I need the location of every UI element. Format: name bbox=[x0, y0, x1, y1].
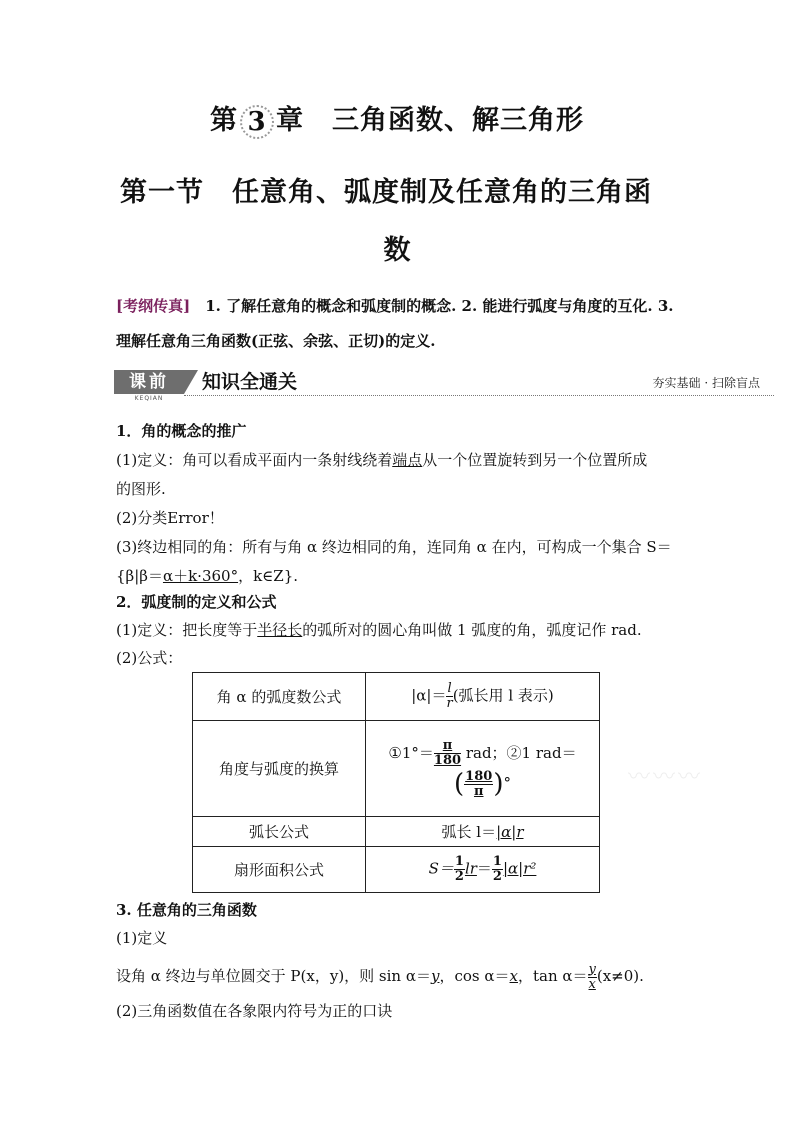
r2-num2: 180 bbox=[465, 768, 493, 784]
fraction bbox=[464, 770, 493, 799]
chapter-title bbox=[0, 98, 794, 139]
r1-den: r bbox=[446, 696, 453, 711]
r2-line1 bbox=[366, 738, 599, 769]
outline-text1: 1. 了解任意角的概念和弧度制的概念. 2. 能进行弧度与角度的互化. 3. bbox=[205, 297, 674, 315]
r4-n2: 1 bbox=[492, 854, 502, 869]
table-row bbox=[193, 847, 600, 893]
table-cell-label: 弧长公式 bbox=[193, 817, 366, 847]
table-cell-label: 角 α 的弧度数公式 bbox=[193, 673, 366, 721]
s1-coterm-b: {β|β＝ bbox=[116, 567, 163, 585]
fraction bbox=[454, 855, 465, 884]
fraction bbox=[434, 739, 461, 768]
watermark: 〰〰〰 bbox=[628, 765, 704, 790]
s1-def bbox=[116, 450, 647, 470]
table-cell-formula bbox=[366, 721, 600, 817]
section-title-line2: 数 bbox=[383, 235, 411, 266]
table-cell-formula bbox=[366, 673, 600, 721]
table-row bbox=[193, 721, 600, 817]
chapter-prefix: 第 bbox=[210, 105, 238, 136]
table-cell-label: 角度与弧度的换算 bbox=[193, 721, 366, 817]
formula-table bbox=[192, 672, 600, 893]
outline-tag: [考纲传真] bbox=[116, 297, 191, 315]
r4-a: S＝ bbox=[428, 859, 454, 878]
r2-den2: π bbox=[473, 783, 484, 799]
s3-line-d: (x≠0). bbox=[596, 967, 644, 985]
chapter-suffix: 章 三角函数、解三角形 bbox=[276, 105, 584, 136]
table-row bbox=[193, 817, 600, 847]
outline-line1 bbox=[116, 296, 674, 316]
section-banner bbox=[114, 370, 774, 400]
s1-coterm-a: (3)终边相同的角：所有与角 α 终边相同的角，连同角 α 在内，可构成一个集合 S＝ bbox=[116, 538, 672, 556]
banner-box-sub: KEQIAN bbox=[134, 395, 164, 402]
banner-box: 课前 bbox=[114, 370, 184, 394]
cos-value: x bbox=[509, 967, 518, 985]
s3-trig-line bbox=[116, 962, 644, 992]
r4-d1: 2 bbox=[454, 869, 464, 884]
s3-line-b: ，cos α＝ bbox=[439, 967, 510, 985]
tan-num: y bbox=[588, 961, 596, 977]
r4-u1: lr bbox=[464, 859, 477, 878]
r2-c: ° bbox=[503, 774, 511, 793]
s1-heading: 1．角的概念的推广 bbox=[116, 422, 247, 440]
table-cell-label: 扇形面积公式 bbox=[193, 847, 366, 893]
r2-den: 180 bbox=[433, 753, 462, 769]
r4-b: ＝ bbox=[476, 859, 492, 878]
s1-def-u: 端点 bbox=[392, 451, 423, 469]
r1-num: l bbox=[447, 681, 452, 696]
s3-line-c: ，tan α＝ bbox=[517, 967, 588, 985]
r4-d2: 2 bbox=[492, 869, 502, 884]
r2-num: π bbox=[434, 739, 461, 754]
fraction bbox=[588, 963, 597, 992]
table-cell-formula bbox=[366, 817, 600, 847]
s3-heading: 3. 任意角的三角函数 bbox=[116, 901, 257, 919]
s2-def-b: 的弧所对的圆心角叫做 1 弧度的角，弧度记作 rad. bbox=[302, 621, 642, 639]
s1-class: (2)分类Error！ bbox=[116, 509, 224, 527]
s2-def-a: (1)定义：把长度等于 bbox=[116, 621, 258, 639]
s2-formula: (2)公式： bbox=[116, 649, 183, 667]
r2-a: ①1°＝ bbox=[388, 743, 434, 762]
banner-title: 知识全通关 bbox=[202, 371, 298, 393]
s2-def-u: 半径长 bbox=[257, 621, 303, 639]
banner-arrow bbox=[184, 370, 198, 394]
s1-coterm-c: ，k∈Z}. bbox=[238, 567, 299, 585]
outline-line2: 理解任意角三角函数(正弦、余弦、正切)的定义. bbox=[116, 332, 436, 350]
r4-u2: |α|r² bbox=[502, 859, 537, 878]
r1-b: (弧长用 l 表示) bbox=[452, 686, 554, 705]
s2-def bbox=[116, 620, 642, 640]
tan-den: x bbox=[588, 976, 596, 992]
s3-line-a: 设角 α 终边与单位圆交于 P(x，y)，则 sin α＝ bbox=[116, 967, 431, 985]
banner-right-text: 夯实基础 · 扫除盲点 bbox=[652, 376, 760, 390]
fraction bbox=[492, 855, 503, 884]
s2-heading: 2．弧度制的定义和公式 bbox=[116, 593, 277, 611]
r2-b: rad；②1 rad＝ bbox=[461, 743, 577, 762]
s3-def: (1)定义 bbox=[116, 929, 168, 947]
r1-a: |α|＝ bbox=[411, 686, 447, 705]
r3-a: 弧长 l＝ bbox=[441, 823, 497, 841]
s1-coterm-u: α＋k·360° bbox=[162, 567, 239, 585]
s1-def-c: 的图形. bbox=[116, 480, 166, 498]
s3-sign: (2)三角函数值在各象限内符号为正的口诀 bbox=[116, 1002, 393, 1020]
table-row bbox=[193, 673, 600, 721]
r3-u: |α|r bbox=[496, 823, 524, 841]
table-cell-formula bbox=[366, 847, 600, 893]
chapter-number-badge: 3 bbox=[240, 105, 274, 139]
s1-coterm bbox=[116, 566, 298, 586]
section-title-line1: 第一节 任意角、弧度制及任意角的三角函 bbox=[120, 177, 652, 208]
sin-value: y bbox=[431, 967, 440, 985]
banner-dotted-rule bbox=[184, 395, 774, 396]
s1-def-b: 从一个位置旋转到另一个位置所成 bbox=[422, 451, 648, 469]
r2-line2: ( $\frac{180}{\pi}$ )° bbox=[454, 768, 511, 800]
r4-n1: 1 bbox=[454, 854, 464, 869]
s1-def-a: (1)定义：角可以看成平面内一条射线绕着 bbox=[116, 451, 393, 469]
